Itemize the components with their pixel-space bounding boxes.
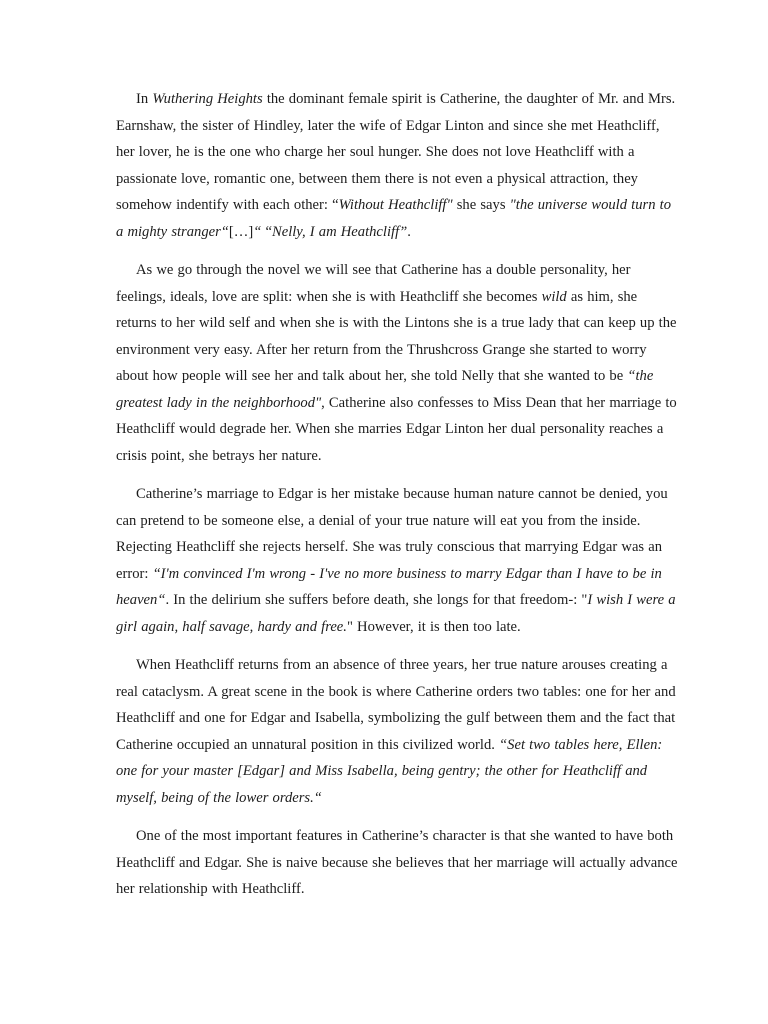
paragraph-1 xyxy=(116,86,678,245)
italic-run: “I'm convinced I'm wrong - I've no more business to marry Edgar than I have to be in heaven“ xyxy=(116,565,662,608)
italic-run: “the greatest lady in the neighborhood" xyxy=(116,368,654,411)
italic-run: wild xyxy=(541,288,567,305)
text-run: Catherine’s marriage to Edgar is her mistake because human nature cannot be denied, you can pretend to be someone else, a denial of your true nature will eat you from the inside. Rejecting Heathcliff she rejects herself. She was truly conscious that marrying Edgar was an error: xyxy=(116,486,668,582)
italic-run: I wish I were a girl again, half savage, hardy and free. xyxy=(116,592,676,635)
italic-run: “ xyxy=(253,223,262,240)
text-run: In xyxy=(136,91,153,107)
italic-run: Nelly, I am Heathcliff” xyxy=(271,223,408,240)
text-run: “ xyxy=(261,223,272,240)
paragraph-4 xyxy=(116,652,678,811)
text-run: the dominant female spirit is Catherine, the daughter of Mr. and Mrs. Earnshaw, the sister of Hindley, later the wife of Edgar Linton and since she met Heathcliff, her lover, he is the one who charge her soul hunger. She does not love Heathcliff with a passionate love, romantic one, between them there is not even a physical attraction, they somehow indentify with each other: “ xyxy=(116,91,676,213)
text-run: […] xyxy=(228,223,254,240)
text-run: she says xyxy=(452,197,510,213)
text-run: One of the most important features in Catherine’s character is that she wanted to have both Heathcliff and Edgar. She is naive because she believes that her marriage will actually advance her relationship with Heathcliff. xyxy=(116,828,678,897)
text-run: . In the delirium she suffers before death, she longs for that freedom-: " xyxy=(165,592,588,608)
text-run: As we go through the novel we will see that Catherine has a double personality, her feelings, ideals, love are split: when she is with Heathcliff she becomes xyxy=(116,262,631,305)
paragraph-3 xyxy=(116,481,678,640)
italic-run: "the universe would turn to a mighty stranger“ xyxy=(116,197,672,240)
italic-run: Without Heathcliff" xyxy=(338,197,453,213)
text-run: as him, she returns to her wild self and when she is with the Lintons she is a true lady that can keep up the environment very easy. After her return from the Thrushcross Grange she started to worry about how people will see her and talk about her, she told Nelly that she wanted to be xyxy=(116,288,677,384)
essay-body xyxy=(116,86,678,903)
paragraph-5 xyxy=(116,823,678,903)
text-run: " However, it is then too late. xyxy=(346,618,521,635)
paragraph-2 xyxy=(116,257,678,469)
text-run: , Catherine also confesses to Miss Dean that her marriage to Heathcliff would degrade her. When she marries Edgar Linton her dual personality reaches a crisis point, she betrays her nature. xyxy=(116,394,677,464)
italic-run: “Set two tables here, Ellen: one for your master [Edgar] and Miss Isabella, being gentry; the other for Heathcliff and myself, being of the lower orders.“ xyxy=(116,736,663,806)
italic-run: Wuthering Heights xyxy=(152,91,263,107)
text-run: . xyxy=(407,223,411,240)
text-run: When Heathcliff returns from an absence of three years, her true nature arouses creating a real cataclysm. A great scene in the book is where Catherine orders two tables: one for her and Heathcliff and one for Edgar and Isabella, symbolizing the gulf between them and the fact that Catherine occupied an unnatural position in this civilized world. xyxy=(116,657,676,753)
